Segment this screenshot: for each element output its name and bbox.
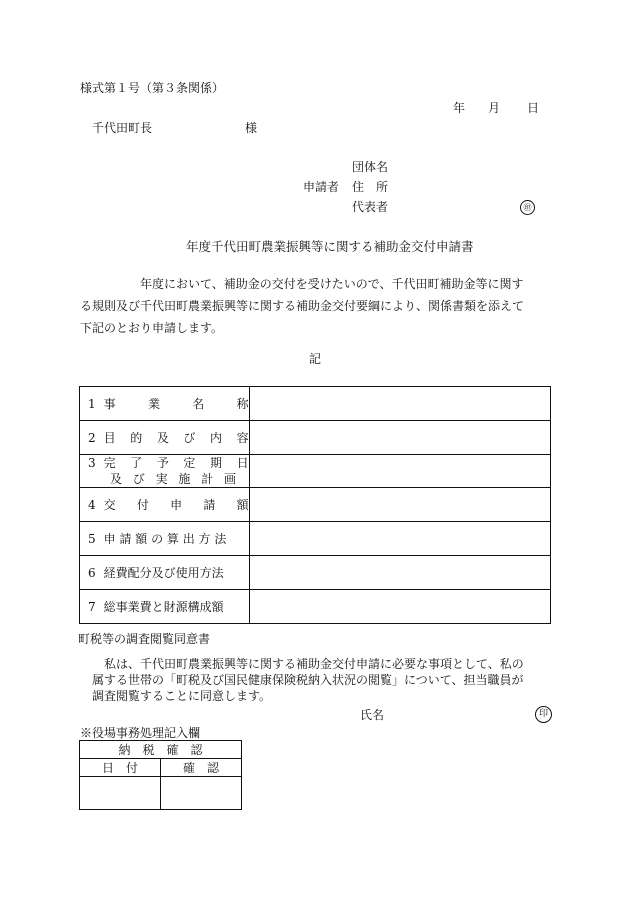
confirm-cell[interactable]: [161, 777, 242, 810]
item-value-requested-amount[interactable]: [249, 488, 550, 522]
item-value-project-name[interactable]: [249, 387, 550, 421]
table-row: [80, 387, 551, 421]
date-day-label: 日: [527, 101, 540, 115]
application-body: [80, 273, 552, 339]
consent-heading: 町税等の調査閲覧同意書: [78, 632, 211, 646]
table-row: [80, 421, 551, 455]
item-label-project-name: 1 事 業 名 称: [80, 387, 250, 421]
item-value-total-cost[interactable]: [249, 590, 550, 624]
office-use-heading: ※役場事務処理記入欄: [80, 726, 201, 740]
org-label: 団体名: [352, 160, 389, 174]
date-month-label: 月: [488, 101, 501, 115]
ki-label: 記: [309, 352, 322, 366]
table-row: [80, 556, 551, 590]
body-line: 下記のとおり申請します。: [80, 321, 224, 335]
addressee-honorific: 様: [245, 121, 258, 135]
item-value-calculation-method[interactable]: [249, 522, 550, 556]
tax-check-header: 納 税 確 認: [80, 741, 242, 759]
date-year-label: 年: [453, 101, 466, 115]
table-row: [80, 455, 551, 488]
item-value-purpose[interactable]: [249, 421, 550, 455]
table-row: [80, 590, 551, 624]
item-label-schedule: 3 完 了 予 定 期 日 及 び 実 施 計 画: [80, 455, 250, 488]
form-number: 様式第１号（第３条関係）: [80, 81, 225, 95]
name-seal-icon: 印: [535, 706, 552, 723]
applicant-prefix: 申請者: [303, 180, 340, 194]
item-value-expense-allocation[interactable]: [249, 556, 550, 590]
table-row: [80, 488, 551, 522]
date-cell[interactable]: [80, 777, 161, 810]
item-value-schedule[interactable]: [249, 455, 550, 488]
addressee-name: 千代田町長: [92, 121, 153, 135]
address-label: 住 所: [352, 180, 389, 194]
confirm-column-header: 確 認: [161, 759, 242, 777]
consent-line: 属する世帯の「町税及び国民健康保険税納入状況の閲覧」について、担当職員が: [92, 673, 524, 687]
applicant-seal-icon: ㊞: [520, 200, 535, 215]
date-column-header: 日 付: [80, 759, 161, 777]
body-line: 年度において、補助金の交付を受けたいので、千代田町補助金等に関す: [80, 277, 524, 291]
item-label-total-cost: 7 総事業費と財源構成額: [80, 590, 250, 624]
item-label-requested-amount: 4 交 付 申 請 額: [80, 488, 250, 522]
office-use-table: [79, 740, 242, 810]
name-label: 氏名: [360, 708, 385, 722]
item-label-expense-allocation: 6 経費配分及び使用方法: [80, 556, 250, 590]
item-label-purpose: 2 目 的 及 び 内 容: [80, 421, 250, 455]
consent-line: 調査閲覧することに同意します。: [92, 689, 272, 703]
consent-line: 私は、千代田町農業振興等に関する補助金交付申請に必要な事項として、私の: [92, 657, 524, 671]
representative-label: 代表者: [352, 200, 389, 214]
document-title: 年度千代田町農業振興等に関する補助金交付申請書: [186, 239, 474, 254]
application-items-table: [79, 386, 551, 624]
table-row: [80, 522, 551, 556]
consent-body: [80, 656, 552, 704]
item-label-calculation-method: 5 申 請 額 の 算 出 方 法: [80, 522, 250, 556]
body-line: る規則及び千代田町農業振興等に関する補助金交付要綱により、関係書類を添えて: [80, 299, 525, 313]
